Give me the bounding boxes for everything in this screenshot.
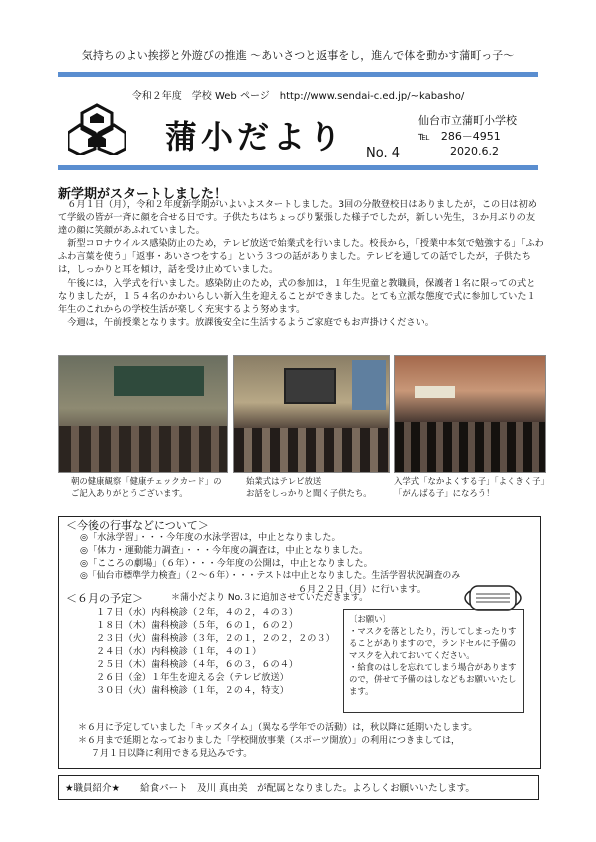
footer-note: ７月１日以降に利用できる見込みです。 — [91, 749, 253, 759]
photo-caption: 朝の健康観察「健康チェックカード」の ご記入ありがとうございます。 — [71, 476, 222, 498]
photo-classroom — [58, 355, 228, 473]
june-item: １８日（木）歯科検診（５年，６の１，６の２） — [96, 620, 299, 631]
photo-entrance-ceremony — [394, 355, 546, 473]
request-item: ・給食のはしを忘れてしまう場合がありますので，併せて予備のはしなどもお願いいたします。 — [349, 662, 517, 696]
header-divider-bottom — [58, 165, 538, 170]
staff-label: ★職員紹介★ — [65, 783, 121, 794]
event-item: ６月２２日（月）に行います。 — [298, 584, 426, 595]
article-heading: 新学期がスタートしました！ — [58, 187, 228, 202]
event-item: ◎「体力・運動能力調査」・・・今年度の調査は，中止となりました。 — [80, 545, 369, 556]
request-title: 〔お願い〕 — [349, 614, 391, 624]
staff-text: 給食パート 及川 真由美 が配属となりました。よろしくお願いいたします。 — [140, 783, 475, 794]
request-note-box — [343, 609, 524, 713]
issue-date: 2020.6.2 — [450, 145, 499, 158]
event-item: ◎「仙台市標準学力検査」（２～６年）・・・テストは中止となりました。生活学習状況調査のみ — [80, 571, 461, 581]
request-item: ・マスクを落としたり，汚してしまったりすることがありますので，ランドセルに予備のマスクを入れておいてください。 — [349, 626, 517, 660]
june-schedule-heading: ＜６月の予定＞ — [66, 592, 143, 605]
article-paragraph: 今週は，午前授業となります。放課後安全に生活するようご家庭でもお声掛けください。 — [67, 316, 434, 328]
article-paragraph: ６月１日（月），令和２年度新学期がいよいよスタートしました。3回の分散登校日はありましたが，この日は初めて学級の皆が一斉に顔を合せる日です。子供たちはちょっぴり緊張した様子でしたが，新しい先生，３か月ぶりの友達の顔に笑顔があふれていました。 — [58, 199, 537, 237]
newsletter-title: 蒲小だより — [165, 118, 346, 156]
footer-note: ＊６月に予定していました「キッズタイム」（異なる学年での活動）は，秋以降に延期いたします。 — [78, 723, 478, 733]
june-item: ２４日（水）内科検診（１年，４の１） — [96, 646, 262, 657]
photo-tv-ceremony — [233, 355, 390, 473]
june-item: １７日（水）内科検診（２年，４の２，４の３） — [96, 607, 299, 618]
phone-number: ℡ 286－4951 — [418, 130, 501, 143]
june-schedule-note: ＊蒲小だより No.３に追加させていただきます。 — [171, 593, 369, 603]
june-item: ２３日（火）歯科検診（３年，２の１，２の２，２の３） — [96, 633, 335, 644]
photo-caption: 始業式はテレビ放送 お話をしっかりと聞く子供たち。 — [246, 476, 372, 498]
slogan: 気持ちのよい挨拶と外遊びの推進 ～あいさつと返事をし，進んで体を動かす蒲町っ子～ — [81, 49, 515, 62]
event-item: ◎「水泳学習」・・・今年度の水泳学習は，中止となりました。 — [80, 532, 341, 543]
photo-caption: 入学式「なかよくする子」「よくきく子」 「がんばる子」になろう！ — [394, 476, 549, 498]
staff-introduction — [58, 775, 539, 800]
header-divider-top — [58, 72, 538, 77]
article-paragraph: 新型コロナウイルス感染防止のため，テレビ放送で始業式を行いました。校長から，「授業中本気で勉強する」「ふわふわ言葉を使う」「返事・あいさつをする」という３つの話がありました。テレビを通しての話でしたが，子供たちは，しっかりと耳を傾け，話を受け止めていました。 — [58, 238, 544, 276]
year-line: 令和２年度 学校 Web ページ http://www.sendai-c.ed.jp/~kabasho/ — [131, 91, 465, 102]
events-heading: ＜今後の行事などについて＞ — [66, 519, 209, 532]
june-item: ２６日（金）１年生を迎える会（テレビ放送） — [96, 672, 289, 683]
issue-number: No. 4 — [366, 146, 400, 161]
june-item: ３０日（火）歯科検診（１年，２の４，特支） — [96, 685, 289, 696]
event-item: ◎「こころの劇場」（６年）・・・今年度の公開は，中止となりました。 — [80, 558, 373, 569]
school-name: 仙台市立蒲町小学校 — [418, 114, 517, 127]
june-item: ２５日（木）歯科検診（４年，６の３，６の４） — [96, 659, 299, 670]
article-body — [58, 198, 544, 329]
article-paragraph: 午後には，入学式を行いました。感染防止のため，式の参加は，１年生児童と教職員，保護者１名に限っての式となりましたが，１５４名のかわいらしい新入生を迎えることができました。とても立派な態度で式に参加していた１年生のこれからの学校生活が楽しく充実するよう努めます。 — [58, 277, 536, 315]
footer-note: ＊６月まで延期となっておりました「学校開放事業（スポーツ開放）」の利用につきましては， — [78, 736, 460, 746]
school-emblem-icon — [68, 103, 126, 155]
